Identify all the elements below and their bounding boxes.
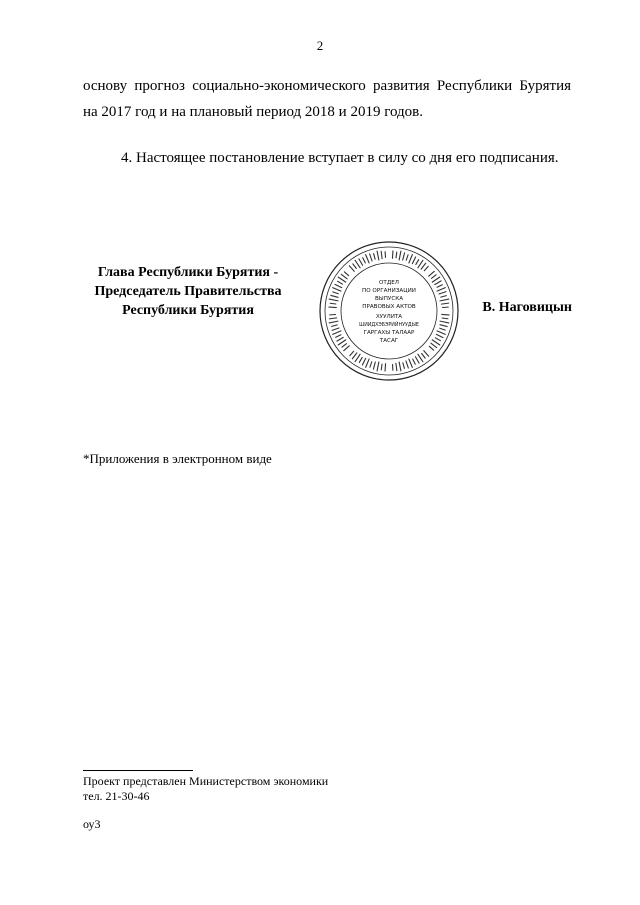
seal-letter-mark — [331, 295, 338, 297]
seal-letter-mark — [440, 328, 445, 330]
seal-line: ШИИДХЭБЭРИЙНУУДЫЕ — [359, 323, 419, 328]
seal-letter-mark — [344, 346, 350, 351]
seal-line: ТАСАГ — [379, 338, 399, 344]
paragraph-continuation — [83, 73, 571, 125]
seal-letter-mark — [359, 357, 362, 362]
seal-letter-mark — [431, 343, 437, 348]
page-number: 2 — [316, 38, 324, 53]
seal-letter-mark — [403, 363, 405, 369]
seal-letter-mark — [381, 364, 382, 370]
seal-letter-mark — [377, 251, 379, 260]
seal-letter-mark — [359, 259, 363, 265]
seal-line: ПО ОРГАНИЗАЦИИ — [362, 288, 416, 294]
signatory-name: В. Наговицын — [482, 300, 572, 315]
seal-line: ВЫПУСКА — [374, 296, 404, 302]
paragraph-line: основу прогноз социально-экономического развития Республики Бурятия — [83, 78, 571, 94]
seal-letter-mark — [418, 354, 423, 361]
seal-letter-mark — [377, 362, 379, 371]
seal-letter-mark — [409, 255, 412, 263]
seal-letter-mark — [441, 296, 447, 298]
footnote — [83, 774, 328, 804]
seal-letter-mark — [437, 331, 445, 334]
seal-letter-mark — [429, 346, 433, 350]
seal-letter-mark — [440, 299, 449, 301]
seal-letter-mark — [418, 260, 423, 267]
official-seal-stamp — [318, 240, 460, 382]
signatory-title-line: Глава Республики Бурятия - — [97, 265, 279, 280]
seal-letter-mark — [332, 328, 339, 330]
seal-letter-mark — [362, 358, 365, 365]
seal-letter-mark — [440, 325, 447, 327]
seal-letter-mark — [440, 321, 449, 323]
signatory-title-line: Председатель Правительства — [94, 284, 282, 299]
seal-letter-mark — [355, 354, 360, 361]
seal-letter-mark — [370, 362, 372, 367]
seal-letter-mark — [370, 254, 372, 261]
seal-letter-mark — [436, 334, 443, 337]
seal-letter-mark — [432, 275, 437, 279]
seal-line: ХУУЛИТА — [375, 314, 403, 320]
seal-letter-mark — [353, 264, 357, 269]
seal-letter-mark — [413, 359, 416, 364]
seal-letter-mark — [344, 272, 348, 276]
paragraph-effective-date: 4. Настоящее постановление вступает в силу со дня его подписания. — [121, 150, 559, 166]
seal-letter-mark — [381, 251, 382, 258]
seal-letter-mark — [332, 325, 338, 327]
seal-letter-mark — [366, 255, 369, 263]
seal-letter-mark — [416, 260, 419, 265]
seal-letter-mark — [399, 362, 401, 371]
seal-letter-mark — [333, 331, 341, 334]
seal-letter-mark — [409, 359, 412, 367]
seal-letter-mark — [336, 335, 341, 338]
seal-letter-mark — [415, 357, 419, 363]
seal-letter-mark — [421, 263, 426, 269]
seal-letter-mark — [341, 274, 347, 279]
footnote-divider — [83, 770, 193, 771]
seal-letter-mark — [350, 351, 354, 355]
seal-letter-mark — [396, 363, 397, 370]
seal-letter-mark — [441, 303, 448, 304]
seal-letter-mark — [352, 353, 357, 359]
seal-letter-mark — [355, 260, 360, 267]
footnote-line: Проект представлен Министерством экономики — [83, 774, 329, 788]
seal-letter-mark — [329, 321, 338, 323]
seal-inner-ring — [341, 263, 437, 359]
seal-letter-mark — [333, 292, 338, 294]
seal-letter-mark — [330, 303, 336, 304]
seal-letter-mark — [396, 252, 397, 258]
seal-letter-mark — [442, 318, 448, 319]
seal-letter-mark — [412, 257, 415, 264]
seal-letter-mark — [432, 277, 439, 282]
seal-letter-mark — [435, 338, 440, 341]
seal-line: ПРАВОВЫХ АКТОВ — [362, 304, 416, 310]
seal-letter-mark — [335, 284, 342, 287]
seal-letter-mark — [424, 351, 429, 357]
seal-letter-mark — [363, 258, 366, 263]
seal-letter-mark — [366, 359, 369, 367]
seal-outer-ring-inner — [325, 247, 453, 375]
seal-letter-mark — [338, 281, 343, 284]
footnote-line: тел. 21-30-46 — [83, 789, 150, 803]
seal-letter-mark — [429, 271, 435, 276]
seal-letter-mark — [342, 344, 347, 348]
seal-letter-mark — [349, 266, 354, 272]
seal-letter-mark — [338, 277, 345, 282]
seal-letter-mark — [432, 340, 439, 345]
document-code: оу3 — [83, 817, 101, 831]
seal-letter-mark — [333, 288, 341, 291]
seal-letter-mark — [337, 337, 343, 341]
signatory-title-line: Республики Бурятия — [122, 303, 254, 318]
signatory-title — [83, 263, 293, 320]
seal-letter-mark — [422, 354, 426, 359]
seal-letter-mark — [374, 254, 376, 260]
seal-letter-mark — [329, 299, 338, 301]
paragraph-line: на 2017 год и на плановый период 2018 и 2019 годов. — [83, 104, 424, 120]
seal-letter-mark — [424, 266, 428, 270]
seal-letter-mark — [373, 362, 375, 369]
seal-letter-mark — [439, 292, 446, 294]
seal-letter-mark — [399, 251, 401, 260]
seal-line: ГАРГАХЫ ТАЛААР — [363, 330, 415, 336]
seal-letter-mark — [338, 340, 345, 345]
seal-letter-mark — [437, 285, 442, 288]
seal-letter-mark — [406, 255, 408, 260]
seal-ring-lettering — [329, 251, 449, 371]
attachments-note: *Приложения в электронном виде — [83, 451, 272, 466]
seal-letter-mark — [406, 361, 408, 368]
seal-center-text — [359, 280, 419, 344]
seal-letter-mark — [435, 281, 441, 285]
seal-line: ОТДЕЛ — [379, 280, 399, 286]
seal-letter-mark — [329, 318, 336, 319]
seal-letter-mark — [437, 288, 445, 291]
seal-letter-mark — [403, 253, 405, 260]
